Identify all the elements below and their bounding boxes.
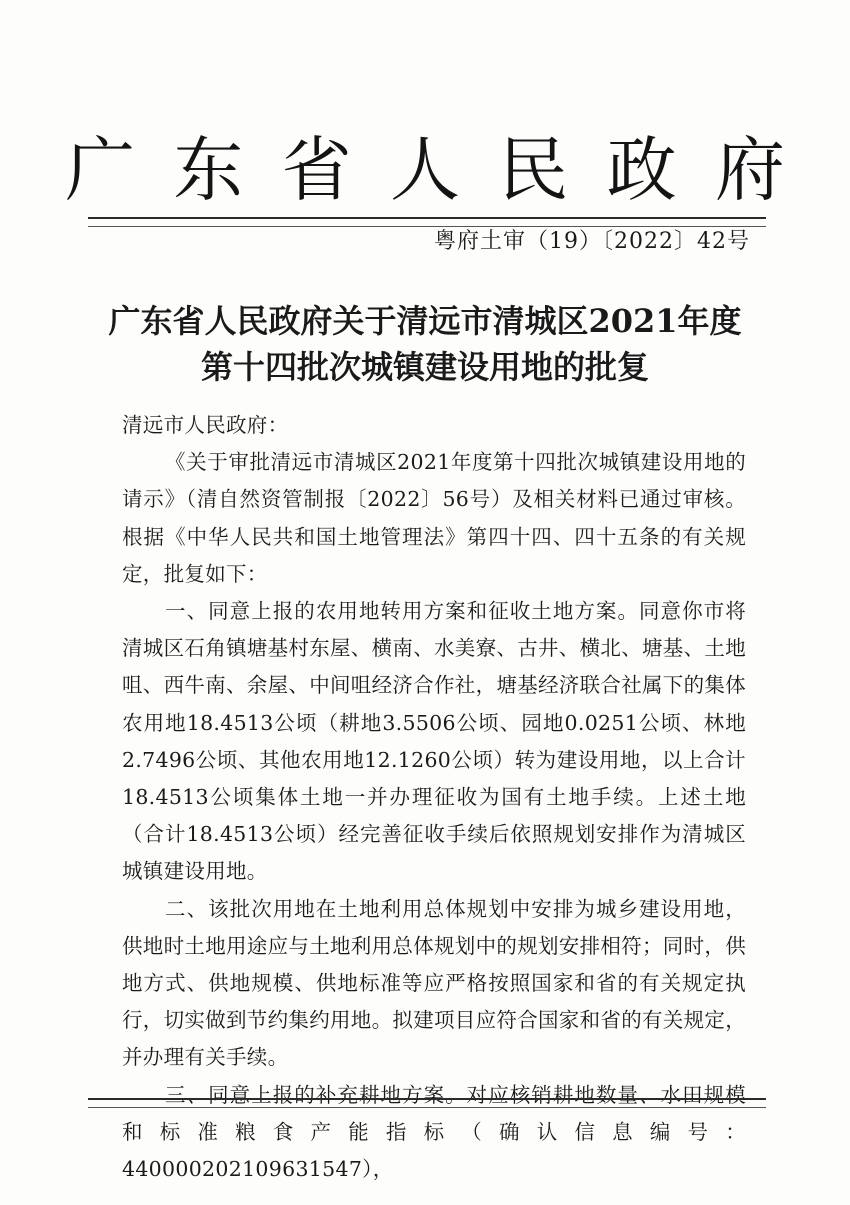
issuer-char: 民 (498, 129, 569, 211)
salutation: 清远市人民政府： (122, 413, 289, 437)
body-paragraph: 一、同意上报的农用地转用方案和征收土地方案。同意你市将清城区石角镇塘基村东屋、横南、水美寮、古井、横北、塘基、土地咀、西牛南、余屋、中间咀经济合作社，塘基经济联合社属下的集体农用地18.4513公顷（耕地3.5506公顷、园地0.0251公顷、林地2.7496公顷、其他农用地12.1260公顷）转为建设用地，以上合计18.4513公顷集体土地一并办理征收为国有土地手续。上述土地（合计18.4513公顷）经完善征收手续后依照规划安排作为清城区城镇建设用地。 (122, 599, 746, 884)
body-paragraph: 三、同意上报的补充耕地方案。对应核销耕地数量、水田规模和标准粮食产能指标（确认信息编号：440000202109631547）， (122, 1082, 746, 1182)
issuer-char: 省 (281, 129, 352, 211)
body-paragraph: 《关于审批清远市清城区2021年度第十四批次城镇建设用地的请示》（清自然资管制报〔2022〕56号）及相关材料已通过审核。根据《中华人民共和国土地管理法》第四十四、四十五条的有关规定，批复如下： (122, 450, 746, 586)
issuer-header (60, 130, 790, 210)
issuer-char: 广 (65, 129, 135, 211)
document-body (122, 407, 746, 1188)
header-divider (88, 217, 766, 227)
title-line-1: 广东省人民政府关于清远市清城区2021年度 (108, 302, 742, 340)
issuer-char: 东 (173, 129, 244, 211)
issuer-char: 政 (606, 129, 677, 211)
document-number: 粤府土审（19）〔2022〕42号 (434, 229, 750, 254)
body-paragraph: 二、该批次用地在土地利用总体规划中安排为城乡建设用地，供地时土地用途应与土地利用总体规划中的规划安排相符；同时，供地方式、供地规模、供地标准等应严格按照国家和省的有关规定执行，切实做到节约集约用地。拟建项目应符合国家和省的有关规定，并办理有关手续。 (122, 896, 746, 1070)
document-title (60, 298, 790, 390)
footer-divider (88, 1098, 766, 1108)
title-line-2: 第十四批次城镇建设用地的批复 (200, 348, 649, 386)
issuer-char: 人 (389, 129, 460, 211)
issuer-char: 府 (714, 129, 785, 211)
